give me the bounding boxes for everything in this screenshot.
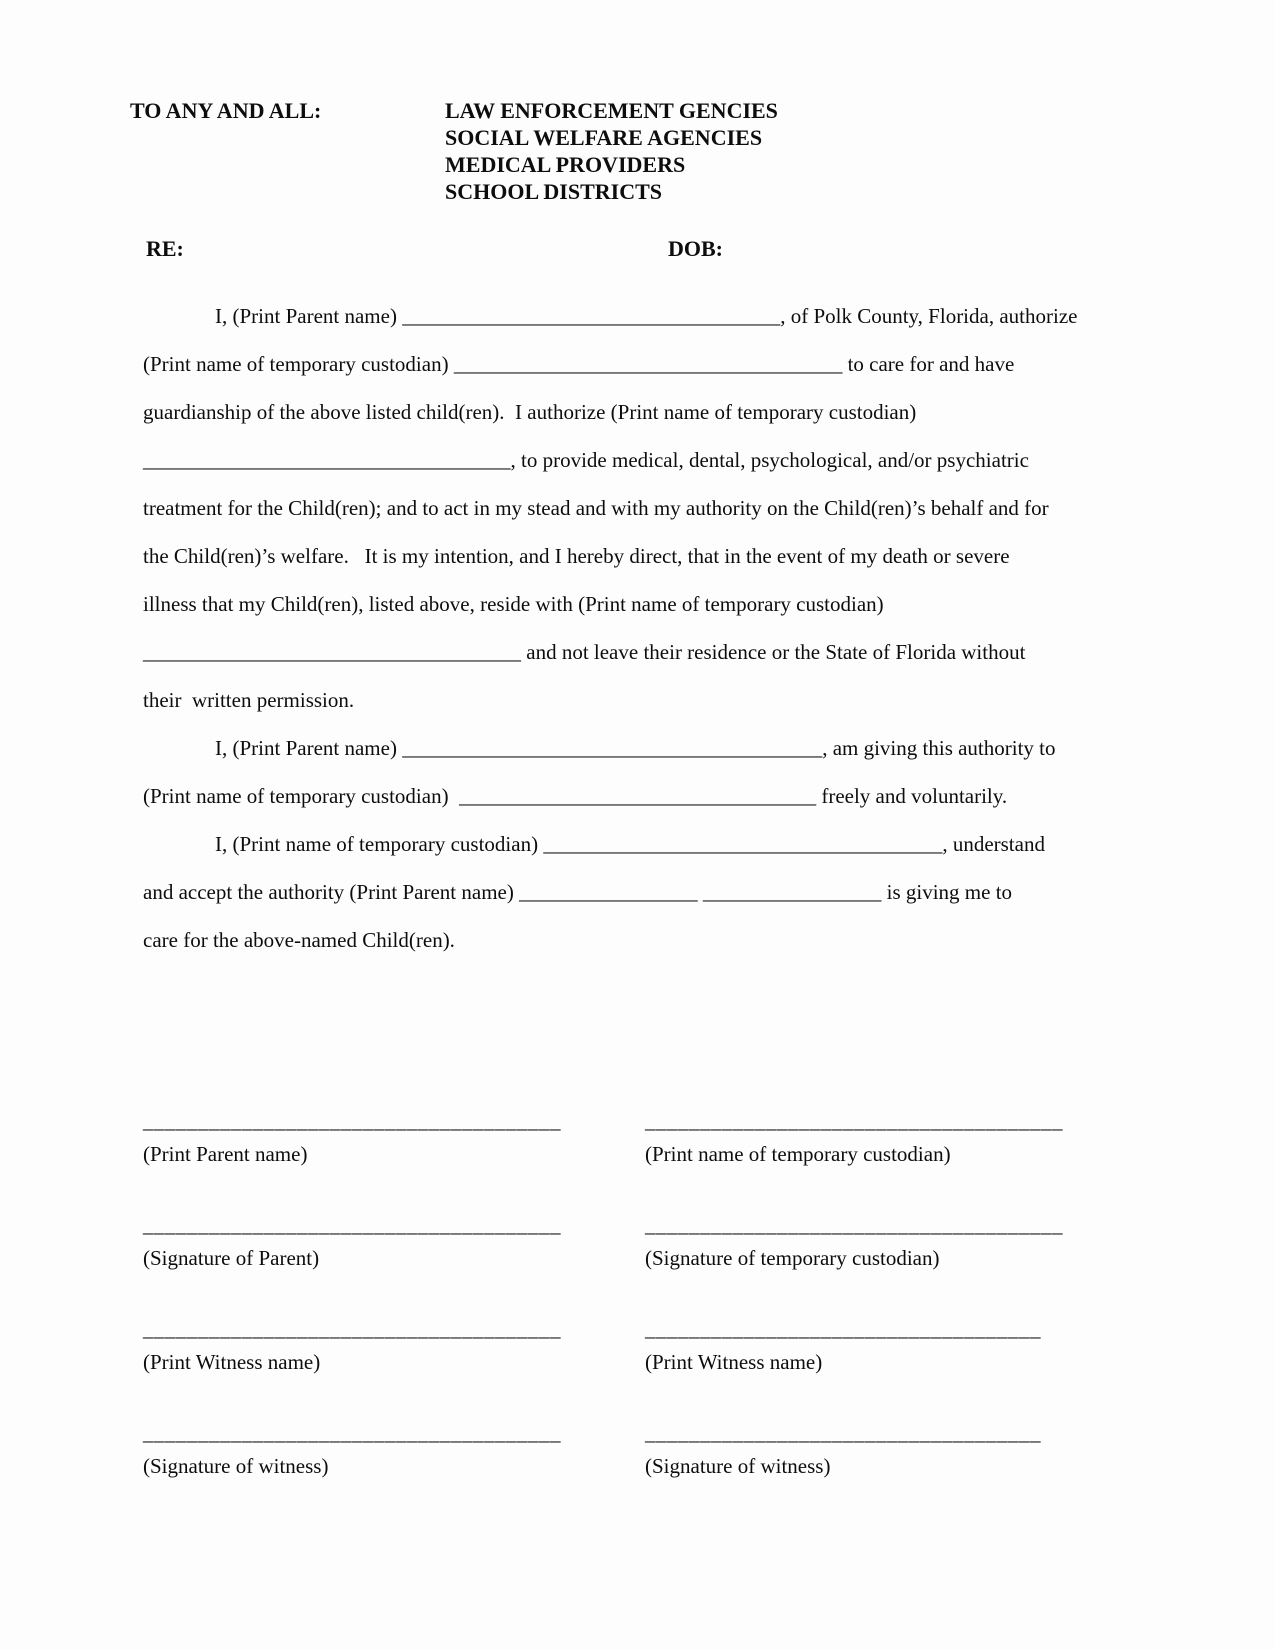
body-line: guardianship of the above listed child(ren). I authorize (Print name of temporary custodian) (143, 400, 917, 424)
witness1-print-name-label: (Print Witness name) (143, 1350, 321, 1374)
custodian-signature-label: (Signature of temporary custodian) (645, 1246, 940, 1270)
body-line: the Child(ren)’s welfare. It is my intention, and I hereby direct, that in the event of my death or severe (143, 544, 1010, 568)
body-line: care for the above-named Child(ren). (143, 928, 455, 952)
body-line: their written permission. (143, 688, 355, 712)
signature-row-witness-names (143, 1314, 1133, 1377)
recipients-list (445, 97, 778, 205)
custodian-print-name-field (645, 1106, 1133, 1169)
witness1-print-name-field (143, 1314, 645, 1377)
authorization-body (143, 292, 1193, 964)
witness2-signature-line: ____________________________________ (645, 1421, 1041, 1445)
parent-signature-field (143, 1210, 645, 1273)
witness1-signature-field (143, 1418, 645, 1481)
signature-row-print-names (143, 1106, 1133, 1169)
body-line: illness that my Child(ren), listed above, reside with (Print name of temporary custodian) (143, 592, 884, 616)
body-line: I, (Print name of temporary custodian) ______________________________________, understand (215, 832, 1045, 856)
parent-print-name-field (143, 1106, 645, 1169)
parent-print-name-line: ______________________________________ (143, 1109, 561, 1133)
signature-row-witness-signatures (143, 1418, 1133, 1481)
body-line: and accept the authority (Print Parent name) _________________ _________________ is giving me to (143, 880, 1013, 904)
witness2-print-name-field (645, 1314, 1133, 1377)
body-line: (Print name of temporary custodian) _____________________________________ to care for and have (143, 352, 1015, 376)
recipient-law-enforcement: LAW ENFORCEMENT GENCIES (445, 98, 778, 123)
body-line: ___________________________________, to provide medical, dental, psychological, and/or psychiatric (143, 448, 1029, 472)
parent-print-name-label: (Print Parent name) (143, 1142, 308, 1166)
witness1-signature-line: ______________________________________ (143, 1421, 561, 1445)
body-line: (Print name of temporary custodian) __________________________________ freely and voluntarily. (143, 784, 1008, 808)
recipient-school-districts: SCHOOL DISTRICTS (445, 179, 663, 204)
body-line: ____________________________________ and not leave their residence or the State of Florida without (143, 640, 1026, 664)
addressee-label: TO ANY AND ALL: (130, 98, 322, 123)
re-label: RE: (146, 236, 184, 261)
signature-section (143, 1106, 1133, 1522)
recipient-medical-providers: MEDICAL PROVIDERS (445, 152, 686, 177)
witness2-print-name-line: ____________________________________ (645, 1317, 1041, 1341)
body-line: treatment for the Child(ren); and to act in my stead and with my authority on the Child(ren)’s behalf and for (143, 496, 1049, 520)
witness2-signature-label: (Signature of witness) (645, 1454, 831, 1478)
body-line: I, (Print Parent name) ____________________________________, of Polk County, Florida, authorize (215, 304, 1078, 328)
parent-signature-label: (Signature of Parent) (143, 1246, 320, 1270)
body-line: I, (Print Parent name) ________________________________________, am giving this authority to (215, 736, 1056, 760)
witness1-signature-label: (Signature of witness) (143, 1454, 329, 1478)
signature-row-signatures (143, 1210, 1133, 1273)
custodian-print-name-label: (Print name of temporary custodian) (645, 1142, 951, 1166)
custodian-print-name-line: ______________________________________ (645, 1109, 1063, 1133)
custodian-signature-line: ______________________________________ (645, 1213, 1063, 1237)
custodian-signature-field (645, 1210, 1133, 1273)
witness2-signature-field (645, 1418, 1133, 1481)
recipient-social-welfare: SOCIAL WELFARE AGENCIES (445, 125, 763, 150)
witness2-print-name-label: (Print Witness name) (645, 1350, 823, 1374)
witness1-print-name-line: ______________________________________ (143, 1317, 561, 1341)
dob-label: DOB: (668, 236, 723, 261)
parent-signature-line: ______________________________________ (143, 1213, 561, 1237)
